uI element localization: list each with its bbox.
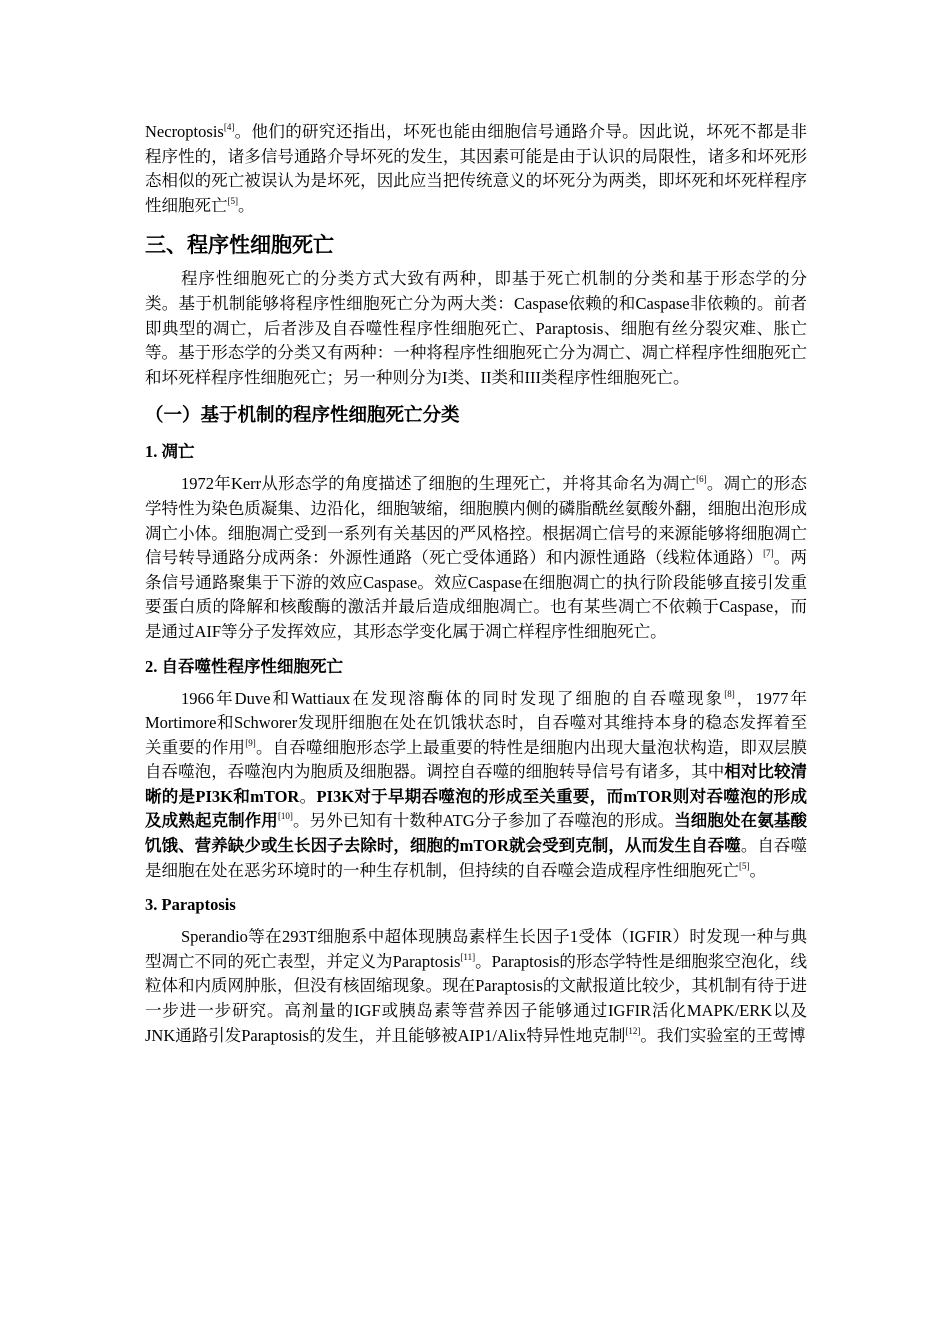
- bold-text: 相对比较清晰的是PI3K和mTOR: [145, 762, 808, 806]
- text-span: 。两条信号通路聚集于下游的效应Caspase。效应Caspase在细胞凋亡的执行阶段能够直接引发重要蛋白质的降解和核酸酶的激活并最后造成细胞凋亡。也有某些凋亡不依赖于Caspase，而是通过AIF等分子发挥效应，其形态学变化属于凋亡样程序性细胞死亡。: [145, 548, 808, 641]
- bold-text: 当细胞处在氨基酸饥饿、营养缺少或生长因子去除时，细胞的mTOR就会受到克制，从而发生自吞噬: [145, 811, 807, 856]
- text-span: ，1977年Mortimore和Schworer发现肝细胞在处在饥饿状态时，自吞噬对其维持本身的稳态发挥着至关重要的作用: [145, 688, 807, 757]
- text-span: 。Paraptosis的形态学特性是细胞浆空泡化，线粒体和内质网肿胀，但没有核固缩现象。现在Paraptosis的文献报道比较少，其机制有待于进一步进一步研究。高剂量的IGF或胰岛素等营养因子能够通过IGFIR活化MAPK/ERK以及JNK通路引发Paraptosis的发生，并且能够被AIP1/Alix特异性地克制: [145, 951, 807, 1045]
- text-span: 。: [299, 786, 317, 806]
- section-heading: 三、程序性细胞死亡: [145, 233, 334, 258]
- text-span: 。凋亡的形态学特性为染色质凝集、边沿化，细胞皱缩，细胞膜内侧的磷脂酰丝氨酸外翻，细胞出泡形成凋亡小体。细胞凋亡受到一系列有关基因的严风格控。根据凋亡信号的来源能够将细胞凋亡信号转导通路分成两条：外源性通路（死亡受体通路）和内源性通路（线粒体通路）: [145, 474, 808, 568]
- citation: [10]: [277, 811, 293, 822]
- text-span: Necroptosis: [145, 122, 224, 141]
- text-span: 1966年Duve和Wattiaux在发现溶酶体的同时发现了细胞的自吞噬现象: [181, 688, 725, 708]
- citation: [5]: [227, 195, 238, 206]
- paragraph-necroptosis: [145, 120, 807, 218]
- citation: [8]: [724, 688, 735, 699]
- citation: [5]: [739, 860, 750, 871]
- citation: [11]: [460, 951, 476, 962]
- item-heading-autophagy: 2. 自吞噬性程序性细胞死亡: [145, 656, 343, 676]
- citation: [6]: [696, 474, 707, 485]
- text-span: 。他们的研究还指出，坏死也能由细胞信号通路介导。因此说，坏死不都是非程序性的，诸多信号通路介导坏死的发生，其因素可能是由于认识的局限性，诸多和坏死形态相似的死亡被误认为是坏死，因此应当把传统意义的坏死分为两类，即坏死和坏死样程序性细胞死亡: [145, 122, 807, 215]
- text-span: 。我们实验室的王莺博: [640, 1025, 806, 1045]
- text-span: 1972年Kerr从形态学的角度描述了细胞的生理死亡，并将其命名为凋亡: [181, 474, 697, 494]
- text-span: 。: [238, 195, 255, 215]
- paragraph-apoptosis: [145, 472, 807, 644]
- text-span: 。自吞噬是细胞在处在恶劣环境时的一种生存机制，但持续的自吞噬会造成程序性细胞死亡: [145, 836, 807, 880]
- subsection-heading: （一）基于机制的程序性细胞死亡分类: [145, 405, 460, 427]
- paragraph-paraptosis: [145, 925, 807, 1048]
- text-span: 。: [749, 860, 766, 880]
- item-heading-paraptosis: 3. Paraptosis: [145, 895, 236, 915]
- paragraph-autophagy: [145, 687, 807, 884]
- bold-text: PI3K对于早期吞噬泡的形成至关重要，而mTOR则对吞噬泡的形成及成熟起克制作用: [145, 786, 807, 831]
- paragraph-classification: 程序性细胞死亡的分类方式大致有两种，即基于死亡机制的分类和基于形态学的分类。基于机制能够将程序性细胞死亡分为两大类：Caspase依赖的和Caspase非依赖的。前者即典型的凋亡，后者涉及自吞噬性程序性细胞死亡、Paraptosis、细胞有丝分裂灾难、胀亡等。基于形态学的分类又有两种：一种将程序性细胞死亡分为凋亡、凋亡样程序性细胞死亡和坏死样程序性细胞死亡；另一种则分为I类、II类和III类程序性细胞死亡。: [145, 269, 807, 387]
- text-span: Sperandio等在293T细胞系中超体现胰岛素样生长因子1受体（IGFIR）时发现一种与典型凋亡不同的死亡表型，并定义为Paraptosis: [145, 927, 807, 971]
- citation: [9]: [245, 737, 256, 748]
- item-heading-apoptosis: 1. 凋亡: [145, 442, 195, 462]
- document-page: [145, 120, 807, 1048]
- citation: [12]: [625, 1025, 641, 1036]
- text-span: 。另外已知有十数种ATG分子参加了吞噬泡的形成。: [292, 811, 675, 831]
- citation: [7]: [763, 548, 774, 559]
- citation: [4]: [223, 122, 235, 132]
- text-span: 。自吞噬细胞形态学上最重要的特性是细胞内出现大量泡状构造，即双层膜自吞噬泡，吞噬泡内为胞质及细胞器。调控自吞噬的细胞转导信号有诸多，其中: [145, 737, 808, 782]
